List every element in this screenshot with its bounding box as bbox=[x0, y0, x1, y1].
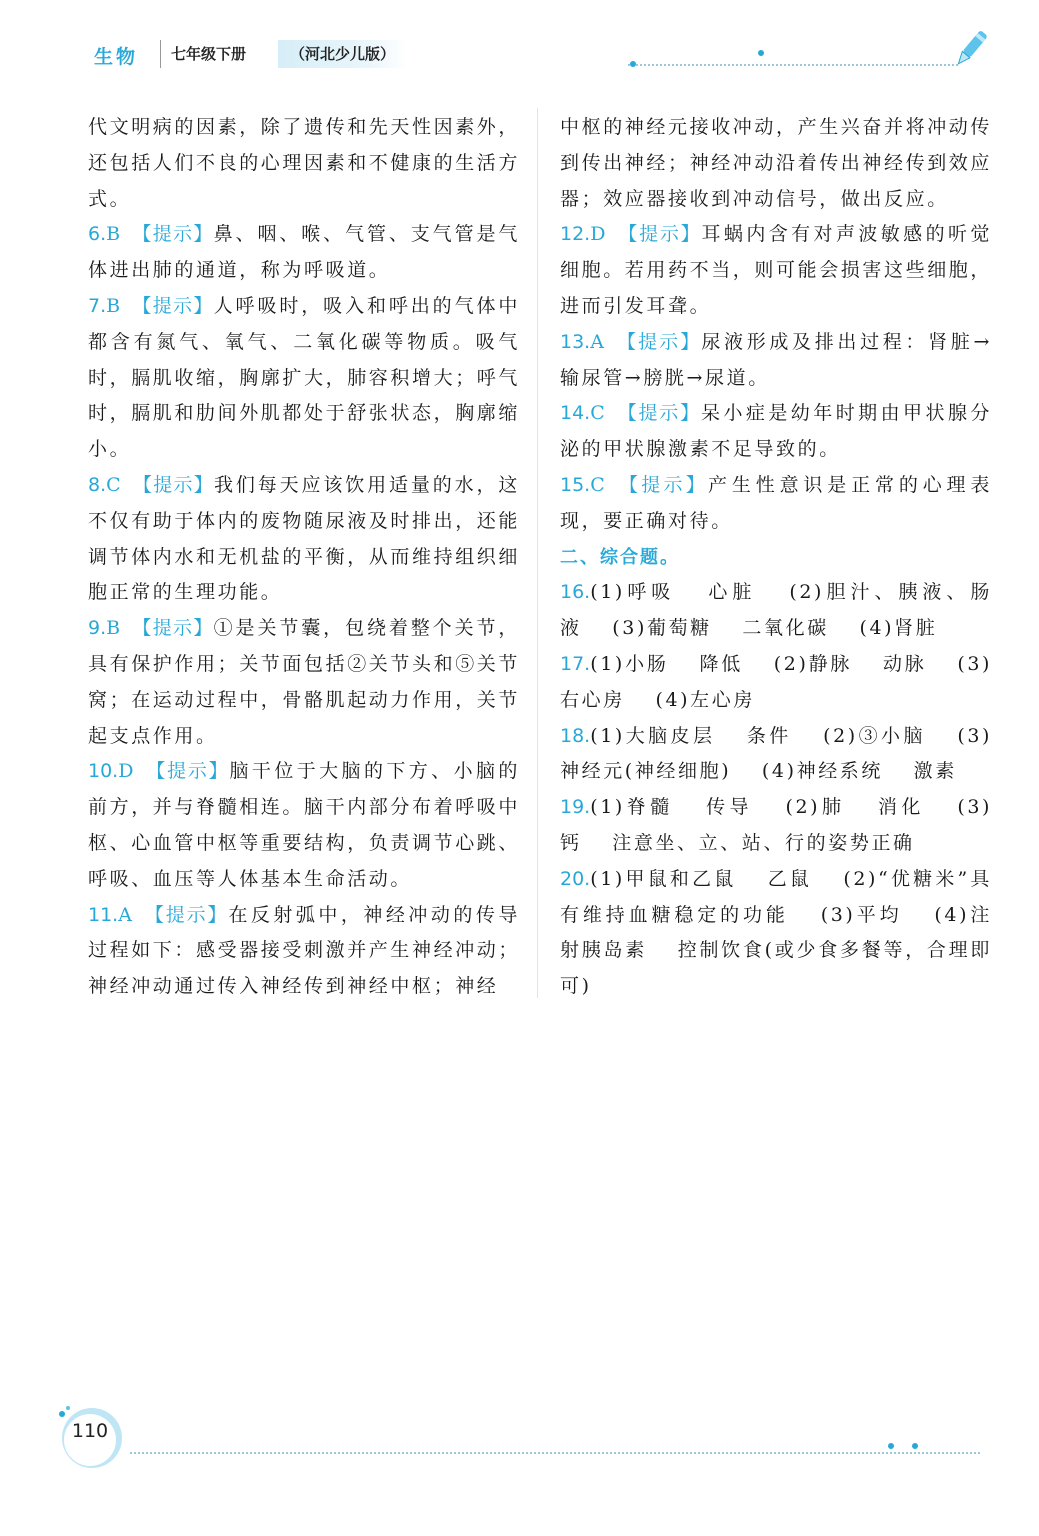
question-number: 11. bbox=[88, 903, 119, 926]
answer-letter: B bbox=[106, 617, 121, 640]
column-divider bbox=[537, 108, 538, 998]
answer-letter: D bbox=[118, 760, 134, 783]
answer-item bbox=[88, 289, 520, 468]
question-number: 19. bbox=[560, 796, 591, 819]
hint-label: 【提示】 bbox=[615, 330, 702, 353]
answer-letter: A bbox=[590, 330, 604, 353]
answer-part: (3)葡萄糖 bbox=[612, 617, 712, 640]
hint-label: 【提示】 bbox=[617, 223, 702, 246]
section-title: 二、综合题。 bbox=[560, 546, 680, 568]
question-number: 8. bbox=[88, 473, 107, 496]
answer-letter: D bbox=[590, 223, 606, 246]
answer-part: (4)注射胰岛素 bbox=[560, 903, 992, 962]
answer-part: 二氧化碳 bbox=[742, 617, 829, 640]
question-number: 9. bbox=[88, 617, 107, 640]
comprehensive-item bbox=[560, 647, 992, 719]
answer-item bbox=[88, 611, 520, 754]
left-column bbox=[88, 110, 520, 1005]
right-column bbox=[560, 110, 992, 1005]
answer-part: (3)神经元(神经细胞) bbox=[560, 724, 993, 783]
answer-explanation: 产生性意识是正常的心理表现，要正确对待。 bbox=[560, 473, 992, 532]
answer-item bbox=[88, 898, 520, 1005]
answer-letter: B bbox=[106, 223, 121, 246]
answer-letter: A bbox=[118, 903, 132, 926]
question-number: 15. bbox=[560, 473, 591, 496]
answer-item bbox=[560, 325, 992, 397]
answer-item bbox=[88, 217, 520, 289]
question-number: 13. bbox=[560, 330, 591, 353]
answer-part: 条件 bbox=[746, 724, 792, 747]
edition-label: （河北少儿版） bbox=[278, 40, 407, 68]
footer-dot bbox=[888, 1443, 894, 1449]
answer-part: (2)肺 bbox=[785, 796, 846, 819]
answer-explanation: 尿液形成及排出过程：肾脏→输尿管→膀胱→尿道。 bbox=[560, 330, 992, 389]
answer-explanation: 脑干位于大脑的下方、小脑的前方，并与脊髓相连。脑干内部分布着呼吸中枢、心血管中枢等重要结构，负责调节心跳、呼吸、血压等人体基本生命活动。 bbox=[88, 760, 521, 890]
grade-label: 七年级下册 bbox=[160, 40, 256, 68]
answer-part: (4)左心房 bbox=[655, 688, 755, 711]
right-answers bbox=[560, 110, 992, 540]
answer-part: 激素 bbox=[913, 760, 957, 783]
answer-letter: B bbox=[106, 294, 121, 317]
answer-explanation: ①是关节囊，包绕着整个关节，具有保护作用；关节面包括②关节头和⑤关节窝；在运动过程中，骨骼肌起动力作用，关节起支点作用。 bbox=[88, 617, 521, 747]
answer-letter: C bbox=[106, 473, 121, 496]
answer-part: (1)大脑皮层 bbox=[590, 724, 716, 747]
answer-part: 心脏 bbox=[708, 581, 757, 604]
footer-dot bbox=[912, 1443, 918, 1449]
answer-item bbox=[88, 468, 520, 611]
answer-part: 乙鼠 bbox=[767, 867, 813, 890]
answer-part: 注意坐、立、站、行的姿势正确 bbox=[612, 831, 915, 854]
answer-part: 控制饮食(或少食多餐等，合理即可) bbox=[560, 939, 992, 998]
answer-item bbox=[560, 468, 992, 540]
answer-part: (4)神经系统 bbox=[761, 760, 883, 783]
answer-explanation: 人呼吸时，吸入和呼出的气体中都含有氮气、氧气、二氧化碳等物质。吸气时，膈肌收缩，胸廓扩大，肺容积增大；呼气时，膈肌和肋间外肌都处于舒张状态，胸廓缩小。 bbox=[88, 294, 521, 461]
question-number: 16. bbox=[560, 581, 591, 604]
header-dotted-line bbox=[628, 64, 958, 66]
answer-part: (3)右心房 bbox=[560, 652, 993, 711]
hint-label: 【提示】 bbox=[616, 473, 709, 496]
answer-item bbox=[560, 396, 992, 468]
question-number: 14. bbox=[560, 402, 591, 425]
answer-part: 传导 bbox=[706, 796, 753, 819]
comprehensive-item bbox=[560, 719, 992, 791]
comprehensive-item bbox=[560, 862, 992, 1005]
answer-part: (1)甲鼠和乙鼠 bbox=[590, 867, 737, 890]
comprehensive-item bbox=[560, 790, 992, 862]
hint-label: 【提示】 bbox=[132, 223, 214, 246]
answer-explanation: 耳蜗内含有对声波敏感的听觉细胞。若用药不当，则可能会损害这些细胞，进而引发耳聋。 bbox=[560, 223, 993, 317]
footer-dotted-line bbox=[130, 1452, 980, 1454]
answer-explanation: 中枢的神经元接收冲动，产生兴奋并将冲动传到传出神经；神经冲动沿着传出神经传到效应器；效应器接收到冲动信号，做出反应。 bbox=[560, 116, 993, 210]
answer-letter: C bbox=[590, 473, 605, 496]
question-number: 7. bbox=[88, 294, 107, 317]
question-number: 12. bbox=[560, 223, 591, 246]
subject-label: 生物 bbox=[94, 46, 139, 68]
answer-item bbox=[560, 110, 992, 217]
answer-part: (1)呼吸 bbox=[590, 581, 676, 604]
question-number: 6. bbox=[88, 223, 107, 246]
answer-part: 动脉 bbox=[883, 652, 927, 675]
question-number: 10. bbox=[88, 760, 119, 783]
question-number: 18. bbox=[560, 724, 591, 747]
answer-part: (3)平均 bbox=[820, 903, 903, 926]
answer-part: 消化 bbox=[877, 796, 925, 819]
answer-part: (1)小肠 bbox=[590, 652, 669, 675]
comprehensive-answers bbox=[560, 575, 992, 1005]
comprehensive-item bbox=[560, 575, 992, 647]
hint-label: 【提示】 bbox=[616, 402, 702, 425]
page-header bbox=[88, 36, 988, 76]
pen-icon bbox=[950, 28, 990, 72]
answer-explanation: 我们每天应该饮用适量的水，这不仅有助于体内的废物随尿液及时排出，还能调节体内水和无机盐的平衡，从而维持组织细胞正常的生理功能。 bbox=[88, 473, 521, 604]
answer-explanation: 鼻、咽、喉、气管、支气管是气体进出肺的通道，称为呼吸道。 bbox=[88, 223, 520, 282]
answer-part: (3)钙 bbox=[560, 796, 993, 854]
answer-part: (1)脊髓 bbox=[590, 796, 674, 819]
hint-label: 【提示】 bbox=[132, 617, 214, 640]
page-number: 110 bbox=[71, 1420, 109, 1442]
answer-explanation: 代文明病的因素，除了遗传和先天性因素外，还包括人们不良的心理因素和不健康的生活方式。 bbox=[88, 116, 521, 210]
header-dot bbox=[758, 50, 764, 56]
answer-part: (4)肾脏 bbox=[859, 617, 938, 640]
answer-part: (2)胆汁、胰液、肠液 bbox=[560, 581, 992, 640]
question-number: 20. bbox=[560, 867, 591, 890]
hint-label: 【提示】 bbox=[143, 903, 229, 926]
answer-part: (2)静脉 bbox=[773, 652, 853, 675]
hint-label: 【提示】 bbox=[132, 294, 214, 317]
answer-letter: C bbox=[590, 402, 605, 425]
hint-label: 【提示】 bbox=[132, 473, 215, 496]
answer-item bbox=[88, 110, 520, 217]
header-dot bbox=[630, 61, 636, 67]
answer-explanation: 呆小症是幼年时期由甲状腺分泌的甲状腺激素不足导致的。 bbox=[560, 402, 992, 461]
hint-label: 【提示】 bbox=[145, 760, 230, 783]
answer-part: (2)③小脑 bbox=[823, 724, 926, 747]
answer-part: 降低 bbox=[699, 652, 743, 675]
answer-item bbox=[560, 217, 992, 324]
answer-explanation: 在反射弧中，神经冲动的传导过程如下：感受器接受刺激并产生神经冲动；神经冲动通过传入神经传到神经中枢；神经 bbox=[88, 903, 521, 998]
answer-item bbox=[88, 754, 520, 897]
question-number: 17. bbox=[560, 652, 591, 675]
answer-part: (2)“优糖米”具有维持血糖稳定的功能 bbox=[560, 867, 993, 926]
